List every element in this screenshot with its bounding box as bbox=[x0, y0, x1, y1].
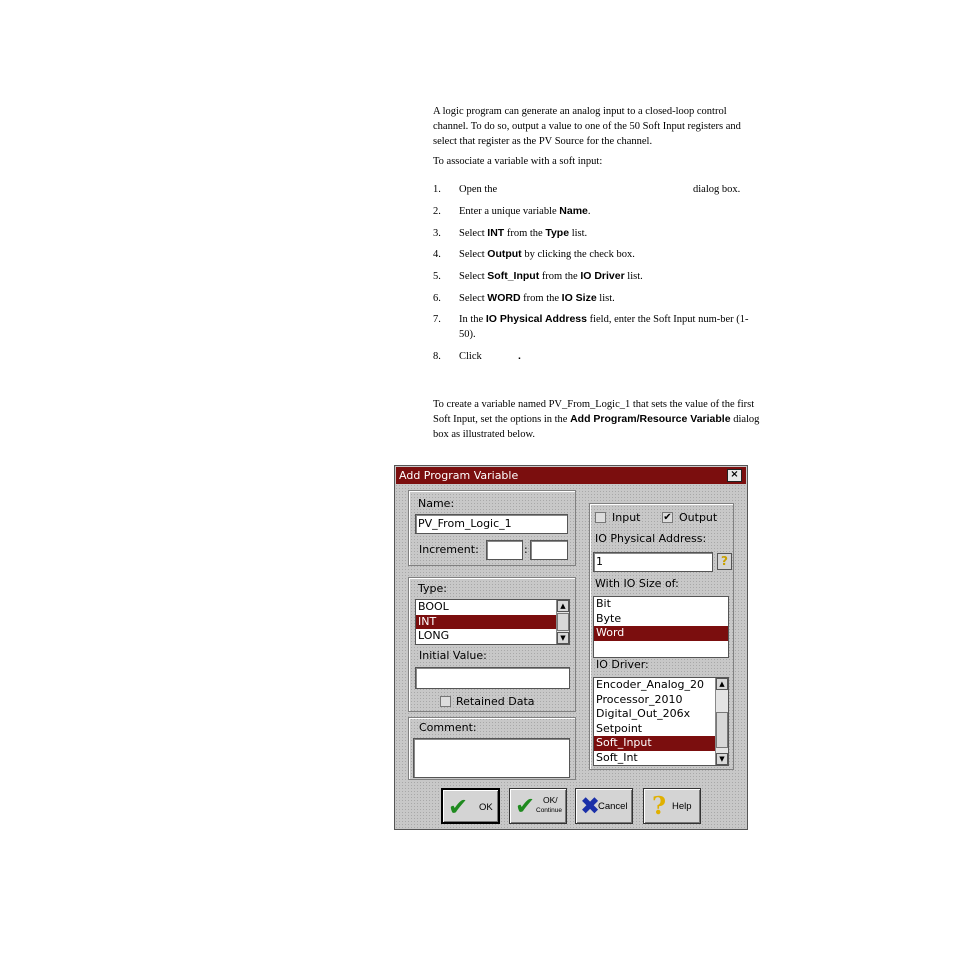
initial-value-input[interactable] bbox=[415, 667, 570, 689]
step-text-mid: from the bbox=[504, 228, 546, 239]
intro-paragraph: A logic program can generate an analog input to a closed-loop control channel. To do so, output a value to one of the 50 Soft Input registers and select that register as the PV Source for the channel. bbox=[433, 106, 741, 147]
step-text: Select bbox=[459, 228, 488, 239]
step-bold: Name bbox=[559, 205, 588, 217]
check-icon: ✔ bbox=[515, 792, 536, 820]
retained-data-label: Retained Data bbox=[456, 695, 535, 708]
increment-input-2[interactable] bbox=[530, 540, 568, 560]
step-bold-2: IO Driver bbox=[580, 270, 625, 282]
step-bold-2: Type bbox=[545, 227, 570, 239]
type-label: Type: bbox=[418, 582, 447, 595]
step-text-end: dialog box. bbox=[693, 184, 741, 195]
help-button[interactable] bbox=[643, 788, 701, 824]
list-item[interactable]: Processor_2010 bbox=[596, 692, 683, 706]
increment-label: Increment: bbox=[419, 543, 479, 556]
ok-label: OK bbox=[479, 802, 493, 813]
scroll-up-icon[interactable]: ▲ bbox=[557, 600, 569, 612]
output-label: Output bbox=[679, 511, 718, 524]
input-checkbox[interactable] bbox=[595, 512, 606, 523]
list-item-selected[interactable]: INT bbox=[416, 615, 569, 630]
example-bold: Add Program/Resource Variable bbox=[570, 413, 731, 425]
output-checkbox[interactable]: ✔ bbox=[663, 512, 672, 523]
step-bold: WORD bbox=[487, 292, 521, 304]
close-icon[interactable]: × bbox=[727, 469, 742, 482]
type-list[interactable] bbox=[415, 599, 570, 645]
question-icon: ? bbox=[652, 791, 667, 820]
scroll-up-icon[interactable]: ▲ bbox=[716, 678, 728, 690]
io-address-label: IO Physical Address: bbox=[595, 532, 707, 545]
step-text: In the bbox=[459, 314, 486, 325]
step-text-end: . bbox=[587, 206, 591, 217]
scroll-down-icon[interactable]: ▼ bbox=[716, 753, 728, 765]
cancel-button[interactable] bbox=[575, 788, 633, 824]
step-bold: INT bbox=[487, 227, 505, 239]
step-text: Enter a unique variable bbox=[459, 206, 560, 217]
increment-separator: : bbox=[524, 543, 528, 556]
step-number: 3. bbox=[433, 228, 441, 239]
example-text-end: dialog box as illustrated below. bbox=[433, 414, 760, 440]
comment-input[interactable] bbox=[413, 738, 570, 778]
cancel-label: Cancel bbox=[598, 801, 628, 812]
intro-instruction: To associate a variable with a soft input: bbox=[433, 156, 603, 167]
step-text-end: . bbox=[518, 350, 521, 362]
io-address-input[interactable]: 1 bbox=[593, 552, 713, 572]
io-driver-list[interactable] bbox=[593, 677, 729, 766]
example-paragraph bbox=[433, 397, 763, 442]
io-size-list[interactable] bbox=[593, 596, 729, 658]
dialog-title-bar bbox=[396, 467, 746, 484]
list-item[interactable]: LONG bbox=[418, 629, 450, 643]
ok-button[interactable] bbox=[441, 788, 500, 824]
step-text: Open the bbox=[459, 184, 498, 195]
check-icon: ✔ bbox=[448, 793, 469, 821]
io-driver-label: IO Driver: bbox=[596, 658, 649, 671]
step-text-end: list. bbox=[569, 228, 588, 239]
step-number: 1. bbox=[433, 184, 441, 195]
add-program-variable-dialog bbox=[394, 465, 748, 830]
help-label: Help bbox=[672, 801, 692, 812]
step-text: Click bbox=[459, 351, 482, 362]
step-bold: Output bbox=[487, 248, 522, 260]
io-size-label: With IO Size of: bbox=[595, 577, 679, 590]
step-bold: IO Physical Address bbox=[485, 313, 587, 325]
example-text: To create a variable named PV_From_Logic_1 that sets the value of the first Soft Input, set the options in the bbox=[433, 399, 755, 425]
input-label: Input bbox=[612, 511, 641, 524]
step-number: 4. bbox=[433, 249, 441, 260]
step-number: 7. bbox=[433, 314, 441, 325]
step-number: 2. bbox=[433, 206, 441, 217]
step-bold: Soft_Input bbox=[487, 270, 540, 282]
name-input[interactable]: PV_From_Logic_1 bbox=[415, 514, 568, 534]
step-text: Select bbox=[459, 293, 488, 304]
step-text: Select bbox=[459, 271, 488, 282]
initial-value-label: Initial Value: bbox=[419, 649, 487, 662]
retained-data-checkbox[interactable] bbox=[440, 696, 451, 707]
step-text-end: list. bbox=[596, 293, 615, 304]
type-scrollbar[interactable] bbox=[556, 600, 569, 644]
ok-continue-label-1: OK/ bbox=[543, 795, 558, 805]
list-item[interactable]: Digital_Out_206x bbox=[596, 707, 691, 721]
list-item[interactable]: Encoder_Analog_20 bbox=[596, 678, 704, 691]
list-item-selected[interactable]: Soft_Input bbox=[594, 736, 728, 751]
scroll-thumb[interactable] bbox=[716, 712, 728, 748]
list-item[interactable]: Bit bbox=[596, 597, 611, 610]
step-bold-2: IO Size bbox=[561, 292, 597, 304]
dialog-title: Add Program Variable bbox=[399, 469, 519, 482]
step-number: 8. bbox=[433, 351, 441, 362]
increment-input-1[interactable] bbox=[486, 540, 523, 560]
list-item[interactable]: BOOL bbox=[418, 600, 449, 613]
name-label: Name: bbox=[418, 497, 455, 510]
address-help-icon[interactable]: ? bbox=[717, 553, 732, 570]
step-text-end: by clicking the check box. bbox=[521, 249, 635, 260]
ok-continue-label-2: Continue bbox=[536, 807, 563, 814]
step-text-mid: from the bbox=[539, 271, 581, 282]
step-text-end: list. bbox=[624, 271, 643, 282]
x-icon: ✖ bbox=[580, 792, 601, 820]
comment-label: Comment: bbox=[419, 721, 477, 734]
list-item-selected[interactable]: Word bbox=[594, 626, 728, 641]
list-item[interactable]: Setpoint bbox=[596, 721, 643, 735]
step-7 bbox=[433, 312, 763, 344]
step-number: 6. bbox=[433, 293, 441, 304]
scroll-thumb[interactable] bbox=[557, 613, 569, 631]
list-item[interactable]: Byte bbox=[596, 611, 622, 625]
step-text-mid: from the bbox=[520, 293, 562, 304]
step-text: Select bbox=[459, 249, 488, 260]
list-item[interactable]: Soft_Int bbox=[596, 750, 638, 764]
scroll-down-icon[interactable]: ▼ bbox=[557, 632, 569, 644]
step-number: 5. bbox=[433, 271, 441, 282]
ok-continue-button[interactable] bbox=[509, 788, 567, 824]
step-text-end: field, enter the Soft Input num-ber (1-50). bbox=[459, 314, 749, 340]
io-driver-scrollbar[interactable] bbox=[715, 678, 728, 765]
